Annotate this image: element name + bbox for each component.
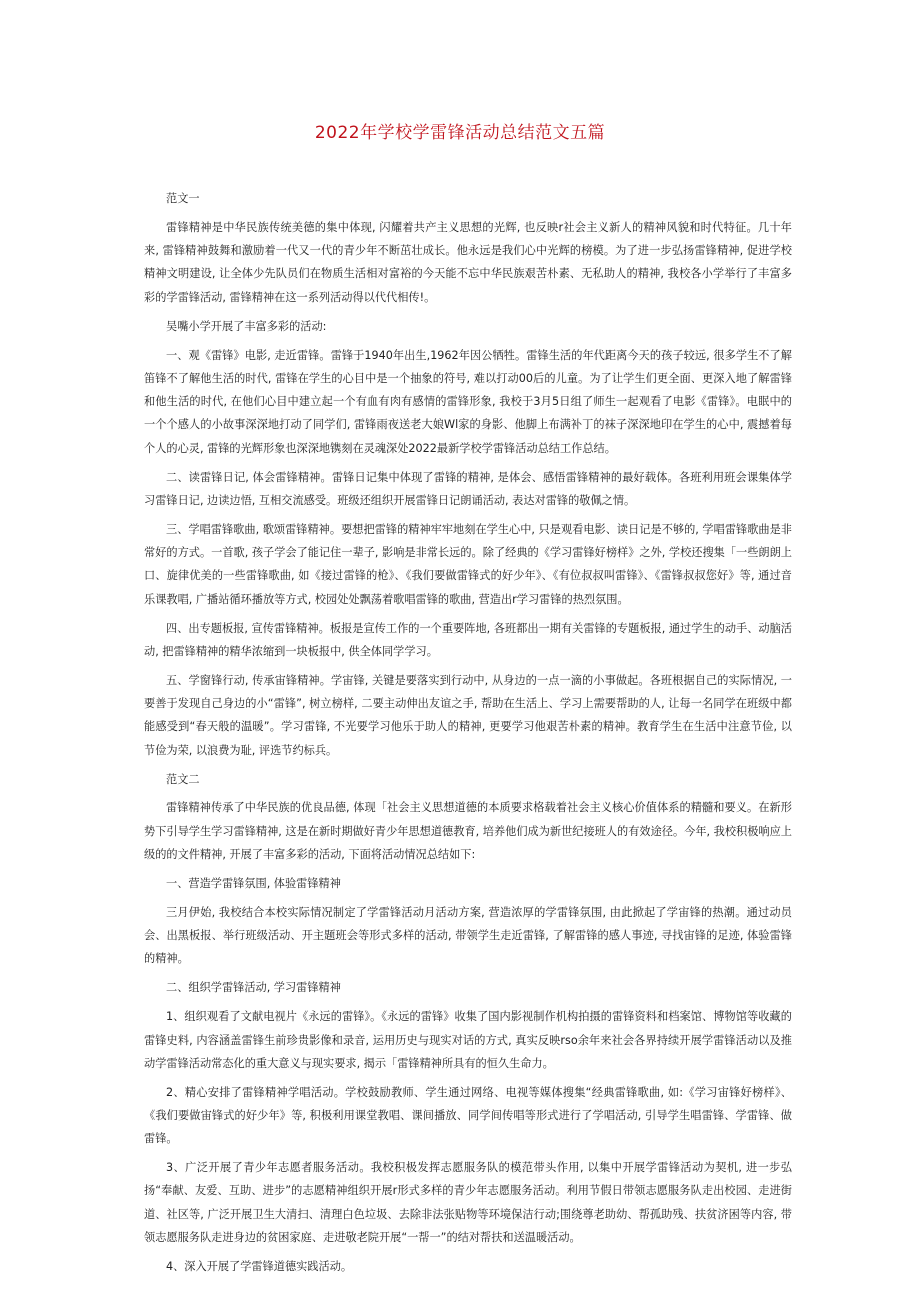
paragraph: 一、观《雷锋》电影, 走近雷锋。雷锋于1940年出生,1962年因公牺牲。雷锋生活的年代距离今天的孩子较远, 很多学生不了解笛锋不了解他生活的时代, 雷锋在学生的心目中是一个抽象的符号, 难以打动00后的儿童。为了让学生们更全面、更深入地了解雷锋和他生活的时代, 在他们心目中建立起一个有血有肉有感情的雷锋形象, 我校于3月5日组了师生一起观看了电影《雷锋》。电眠中的一个个感人的小故事深深地打动了同学们, 雷锋雨夜送老大娘Wl家的身影、他脚上布满补丁的袜子深深地印在学生的心中, 震撼着每个人的心灵, 雷锋的光辉形象也深深地镌刻在灵魂深处2022最新学校学雷锋活动总结工作总结。 [144,348,792,455]
paragraph: 4、深入开展了学雷锋道德实践活动。 [166,1259,353,1273]
paragraph: 3、广泛开展了青少年志愿者服务活动。我校积极发挥志愿服务队的模范带头作用, 以集中开展学雷锋活动为契机, 进一步弘扬“奉献、友爱、互助、进步”的志愿精神组织开展r形式多样的青少年志愿服务活动。利用节假日带领志愿服务队走出校园、走进街道、社区等, 广泛开展卫生大清扫、清理白色垃圾、去除非法张贴物等环境保洁行动;围绕尊老助幼、帮孤助残、扶贫济困等内容, 带领志愿服务队走进身边的贫困家庭、走进敬老院开展“一帮一”的结对帮扶和送温暖活动。 [144,1161,792,1245]
paragraph: 三、学唱雷锋歌曲, 歌颂雷锋精神。要想把雷锋的精神牢牢地刻在学生心中, 只是观看电影、读日记是不够的, 学唱雷锋歌曲是非常好的方式。一首歌, 孩子学会了能记住一辈子, 影响是非常长远的。除了经典的《学习雷锋好榜样》之外, 学校还搜集「一些朗朗上口、旋律优美的一些雷锋歌曲, 如《接过雷锋的枪》、《我们要做雷锋式的好少年》、《有位叔叔叫雷锋》、《雷锋叔叔您好》等, 通过音乐课教唱, 广播站循环播放等方式, 校园处处飘荡着歌唱雷锋的歌曲, 营造出r学习雷锋的热烈氛围。 [144,522,792,606]
paragraph: 四、出专题板报, 宣传雷锋精神。板报是宣传工作的一个重要阵地, 各班都出一期有关雷锋的专题板报, 通过学生的动手、动脑活动, 把雷锋精神的精华浓缩到一块板报中, 供全体同学学习。 [144,621,792,658]
paragraph: 2、精心安排了雷锋精神学唱活动。学校鼓励教师、学生通过网络、电视等媒体搜集“经典雷锋歌曲, 如:《学习宙锋好榜样》、《我们要做宙锋式的好少年》等, 积极利用课堂教唱、课间播放、同学间传唱等形式进行了学唱活动, 引导学生唱雷锋、学雷锋、做雷锋。 [144,1085,792,1146]
paragraph: 二、读雷锋日记, 体会雷锋精神。雷锋日记集中体现了雷锋的精神, 是体会、感悟雷锋精神的最好载体。各班利用班会课集体学习雷锋日记, 边读边悟, 互相交流感受。班级还组织开展雷锋日记朗诵活动, 表达对雷锋的敬佩之情。 [144,470,792,507]
section-heading-1: 范文一 [166,192,200,205]
paragraph: 二、组织学雷锋活动, 学习雷锋精神 [166,981,341,995]
section-heading-2: 范文二 [166,772,200,786]
paragraph: 吴嘴小学开展了丰富多彩的活动: [166,319,327,333]
document-title: 2022年学校学雷锋活动总结范文五篇 [314,123,606,143]
paragraph: 五、学窗锋行动, 传承宙锋精神。学宙锋, 关键是要落实到行动中, 从身边的一点一滴的小事做起。各班根据自己的实际情况, 一要善于发现自己身边的小“雷锋”, 树立榜样, 二要主动伸出友谊之手, 帮助在生活上、学习上需要帮助的人, 让每一名同学在班级中都能感受到“春天般的温暖”。学习雷锋, 不光要学习他乐于助人的精神, 更要学习他艰苦朴素的精神。教育学生在生活中注意节俭, 以节俭为荣, 以浪费为耻, 评选节约标兵。 [144,673,792,757]
paragraph: 三月伊始, 我校结合本校实际情况制定了学雷锋活动月活动方案, 营造浓厚的学雷锋氛围, 由此掀起了学宙锋的热潮。通过动员会、出黑板报、举行班级活动、开主题班会等形式多样的活动, 带领学生走近雷锋, 了解雷锋的感人事迹, 寻找宙锋的足迹, 体验雷锋的精神。 [144,905,792,966]
document-body [144,187,792,1284]
paragraph: 一、营造学雷锋氛围, 体验雷锋精神 [166,876,341,890]
paragraph: 雷锋精神传承了中华民族的优良品德, 体现「社会主义思想道德的本质要求格载着社会主义核心价值体系的精髓和要义。在新形势下引导学生学习雷锋精神, 这是在新时期做好青少年思想道德教育, 培养他们成为新世纪接班人的有效途径。今年, 我校积极响应上级的的文件精神, 开展了丰富多彩的活动, 下面将活动情况总结如下: [144,801,792,862]
paragraph: 雷锋精神是中华民族传统美德的集中体现, 闪耀着共产主义思想的光辉, 也反映r社会主义新人的精神风貌和时代特征。几十年来, 雷锋精神鼓舞和激励着一代又一代的青少年不断茁壮成长。他永远是我们心中光辉的榜模。为了进一步弘扬雷锋精神, 促进学校精神文明建设, 让全体少先队员们在物质生活相对富裕的今天能不忘中华民族艰苦朴素、无私助人的精神, 我校各小学举行了丰富多彩的学雷锋活动, 雷锋精神在这一系列活动得以代代相传!。 [144,220,792,304]
paragraph: 1、组织观看了文献电视片《永远的雷锋》。《永远的雷锋》收集了国内影视制作机构拍摄的雷锋资料和档案馆、博物馆等收藏的雷锋史料, 内容涵盖雷锋生前珍贵影像和录音, 运用历史与现实对话的方式, 真实反映rso余年来社会各界持续开展学雷锋活动以及推动学雷锋活动常态化的重大意义与现实要求, 揭示「雷锋精神所具有的恒久生命力。 [144,1010,792,1070]
